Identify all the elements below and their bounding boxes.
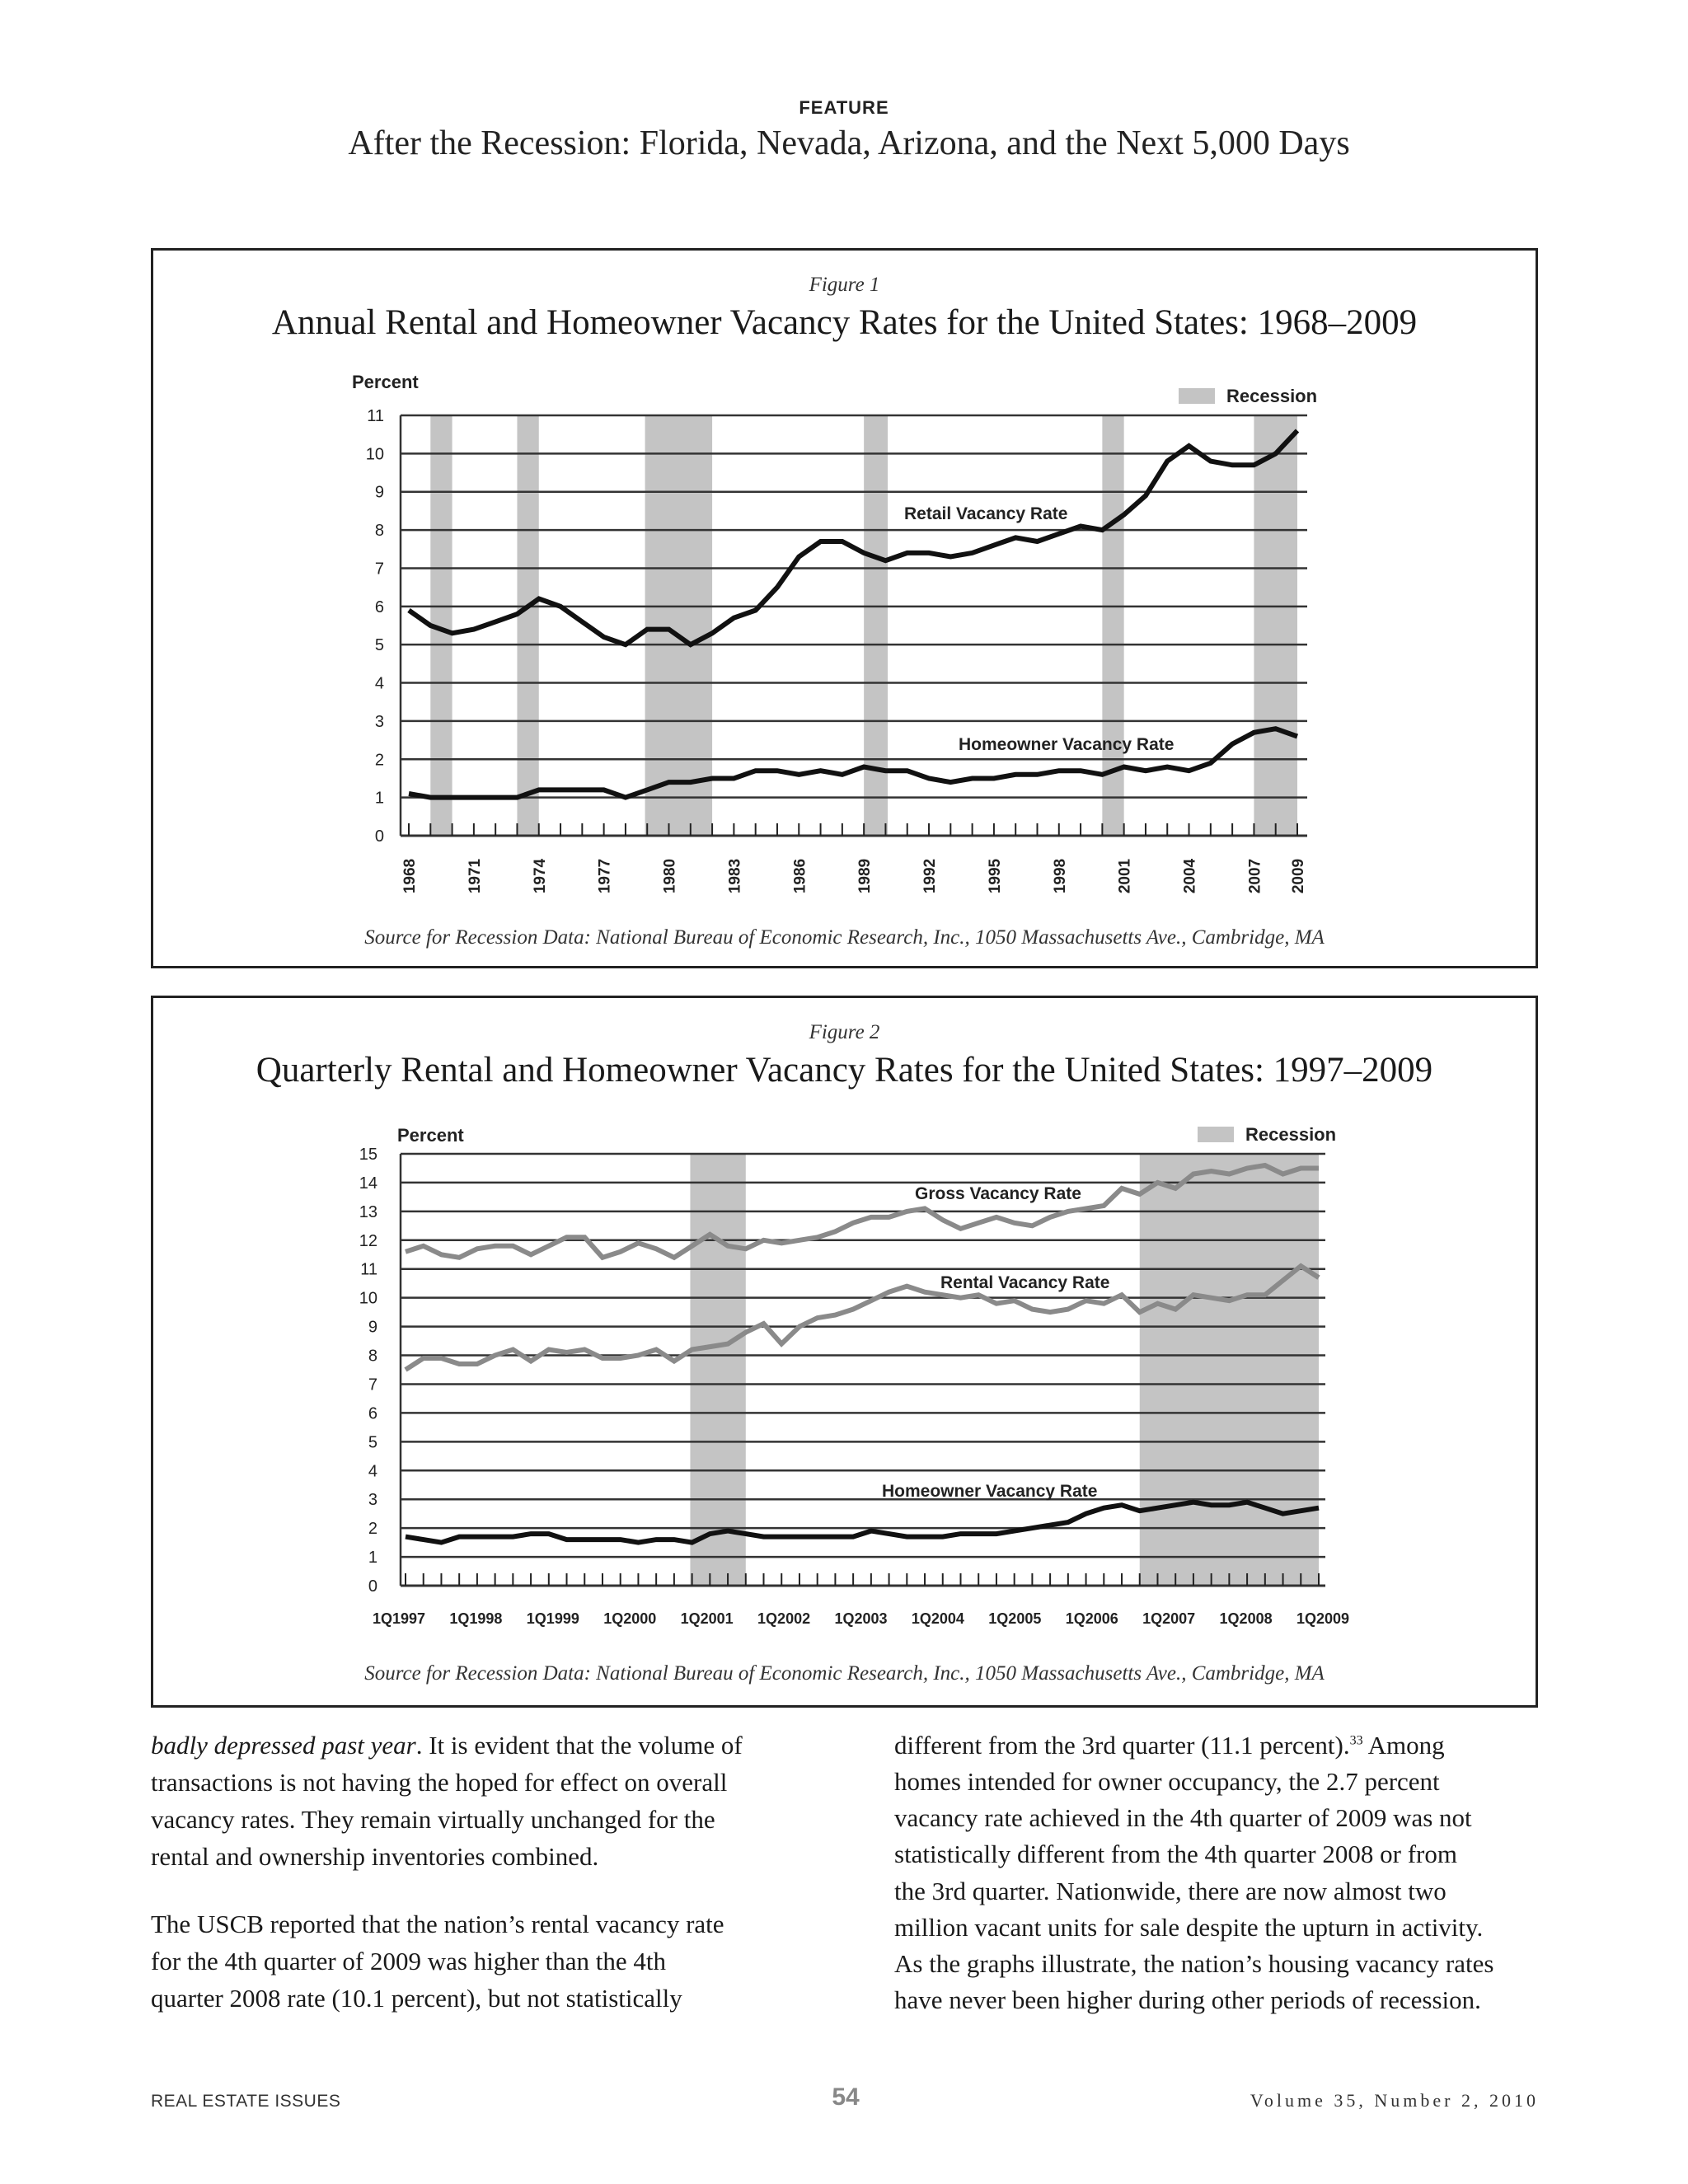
- x-tick-label: 1971: [466, 858, 484, 894]
- y-tick-label: 3: [368, 1491, 377, 1510]
- figure-2-source: Source for Recession Data: National Bureau of Economic Research, Inc., 1050 Massachusetts Ave., Cambridge, MA: [364, 1662, 1325, 1685]
- body-left-line: rental and ownership inventories combined.: [151, 1842, 599, 1871]
- y-tick-label: 3: [374, 712, 384, 731]
- y-tick-label: 4: [374, 674, 384, 693]
- y-tick-label: 9: [374, 483, 384, 502]
- x-tick-label: 1968: [401, 858, 419, 894]
- recession-band: [517, 415, 538, 836]
- chart-1: [352, 372, 1317, 893]
- recession-band: [1254, 415, 1297, 836]
- x-tick-label: 1Q2007: [1142, 1610, 1196, 1627]
- x-tick-label: 1Q2000: [603, 1610, 657, 1627]
- y-axis-label: Percent: [352, 372, 419, 392]
- body-right-line: As the graphs illustrate, the nation’s housing vacancy rates: [894, 1949, 1494, 1978]
- y-tick-label: 6: [374, 598, 384, 616]
- y-tick-label: 1: [374, 789, 384, 808]
- figure-2-title: Quarterly Rental and Homeowner Vacancy Rates for the United States: 1997–2009: [256, 1051, 1433, 1090]
- x-tick-label: 1Q1998: [449, 1610, 503, 1627]
- series-label: Retail Vacancy Rate: [904, 504, 1068, 523]
- x-tick-label: 1Q2001: [680, 1610, 734, 1627]
- y-axis-label: Percent: [397, 1125, 464, 1146]
- footnote-ref: 33: [1349, 1733, 1363, 1748]
- y-tick-label: 5: [368, 1433, 377, 1452]
- y-tick-label: 2: [374, 751, 384, 770]
- y-tick-label: 14: [359, 1174, 377, 1193]
- y-tick-label: 12: [359, 1231, 377, 1250]
- x-tick-label: 2001: [1116, 858, 1134, 894]
- footer-volume: Volume 35, Number 2, 2010: [1250, 2090, 1539, 2111]
- article-title: After the Recession: Florida, Nevada, Arizona, and the Next 5,000 Days: [348, 124, 1350, 162]
- body-left-line: transactions is not having the hoped for effect on overall: [151, 1768, 728, 1797]
- y-tick-label: 5: [374, 636, 384, 655]
- y-tick-label: 8: [374, 522, 384, 541]
- y-tick-label: 4: [368, 1462, 377, 1481]
- y-tick-label: 8: [368, 1347, 377, 1366]
- recession-band: [645, 415, 713, 836]
- recession-band: [1140, 1154, 1319, 1586]
- x-tick-label: 1992: [921, 858, 940, 894]
- body-italic-phrase: badly depressed past year: [151, 1731, 416, 1760]
- chart-2: [359, 1124, 1349, 1627]
- series-label: Gross Vacancy Rate: [915, 1184, 1081, 1203]
- figure-1-label: Figure 1: [809, 274, 880, 296]
- x-tick-label: 1986: [791, 858, 809, 894]
- legend-swatch: [1198, 1127, 1234, 1142]
- body-text: . It is evident that the volume of: [415, 1731, 743, 1760]
- body-text: Among: [1362, 1731, 1445, 1760]
- body-left-line: [151, 1731, 743, 1760]
- body-left-line: quarter 2008 rate (10.1 percent), but not statistically: [151, 1984, 682, 2013]
- y-tick-label: 7: [374, 560, 384, 579]
- x-tick-label: 2007: [1246, 858, 1264, 894]
- figure-1-title: Annual Rental and Homeowner Vacancy Rates for the United States: 1968–2009: [271, 303, 1418, 342]
- legend-swatch: [1179, 388, 1215, 404]
- x-tick-label: 1983: [726, 858, 744, 894]
- body-right-line: vacancy rate achieved in the 4th quarter of 2009 was not: [894, 1803, 1472, 1832]
- x-tick-label: 1974: [531, 858, 549, 894]
- body-right-line: the 3rd quarter. Nationwide, there are now almost two: [894, 1877, 1447, 1905]
- x-tick-label: 1Q2002: [757, 1610, 811, 1627]
- section-kicker: FEATURE: [799, 97, 889, 118]
- x-tick-label: 1Q2004: [911, 1610, 964, 1627]
- footer-publication: REAL ESTATE ISSUES: [151, 2092, 341, 2111]
- body-right-line: homes intended for owner occupancy, the 2.7 percent: [894, 1767, 1440, 1796]
- y-tick-label: 0: [374, 827, 384, 846]
- legend-label: Recession: [1245, 1124, 1337, 1145]
- body-text: different from the 3rd quarter (11.1 percent).: [894, 1731, 1350, 1760]
- y-tick-label: 7: [368, 1376, 377, 1394]
- x-tick-label: 2004: [1181, 858, 1199, 894]
- x-tick-label: 1Q2006: [1065, 1610, 1118, 1627]
- x-tick-label: 1998: [1051, 858, 1069, 894]
- y-tick-label: 6: [368, 1404, 377, 1423]
- y-tick-label: 13: [359, 1202, 377, 1221]
- series-label: Homeowner Vacancy Rate: [959, 735, 1175, 754]
- figure-2-label: Figure 2: [809, 1021, 880, 1043]
- x-tick-label: 1980: [661, 858, 679, 894]
- x-tick-label: 1Q2005: [988, 1610, 1042, 1627]
- y-tick-label: 0: [368, 1577, 377, 1596]
- x-tick-label: 1995: [986, 858, 1004, 894]
- y-tick-label: 10: [365, 445, 384, 464]
- figure-1-source: Source for Recession Data: National Bureau of Economic Research, Inc., 1050 Massachusetts Ave., Cambridge, MA: [364, 926, 1325, 949]
- body-right-line: [894, 1731, 1445, 1760]
- y-tick-label: 11: [367, 407, 384, 425]
- recession-band: [690, 1154, 745, 1586]
- x-tick-label: 1Q2003: [834, 1610, 888, 1627]
- x-tick-label: 1Q1999: [526, 1610, 579, 1627]
- y-tick-label: 11: [360, 1260, 377, 1279]
- x-tick-label: 1Q2009: [1296, 1610, 1350, 1627]
- x-tick-label: 1Q1997: [372, 1610, 426, 1627]
- body-left-line: The USCB reported that the nation’s rental vacancy rate: [151, 1910, 724, 1938]
- body-right-line: million vacant units for sale despite the upturn in activity.: [894, 1913, 1484, 1942]
- legend-label: Recession: [1226, 386, 1318, 406]
- y-tick-label: 1: [368, 1549, 377, 1568]
- x-tick-label: 1989: [856, 858, 874, 894]
- page-number: 54: [832, 2083, 860, 2111]
- y-tick-label: 10: [359, 1289, 377, 1308]
- body-left-line: for the 4th quarter of 2009 was higher than the 4th: [151, 1947, 666, 1975]
- y-tick-label: 15: [359, 1146, 377, 1164]
- x-tick-label: 1977: [596, 858, 614, 894]
- y-tick-label: 2: [368, 1520, 377, 1539]
- series-line: [409, 431, 1297, 645]
- x-tick-label: 1Q2008: [1219, 1610, 1273, 1627]
- series-label: Homeowner Vacancy Rate: [882, 1482, 1098, 1501]
- series-label: Rental Vacancy Rate: [940, 1273, 1110, 1292]
- y-tick-label: 9: [368, 1318, 377, 1337]
- body-right-line: have never been higher during other periods of recession.: [894, 1985, 1481, 2014]
- body-right-line: statistically different from the 4th quarter 2008 or from: [894, 1840, 1457, 1868]
- body-left-line: vacancy rates. They remain virtually unchanged for the: [151, 1805, 715, 1834]
- x-tick-label: 2009: [1290, 858, 1307, 894]
